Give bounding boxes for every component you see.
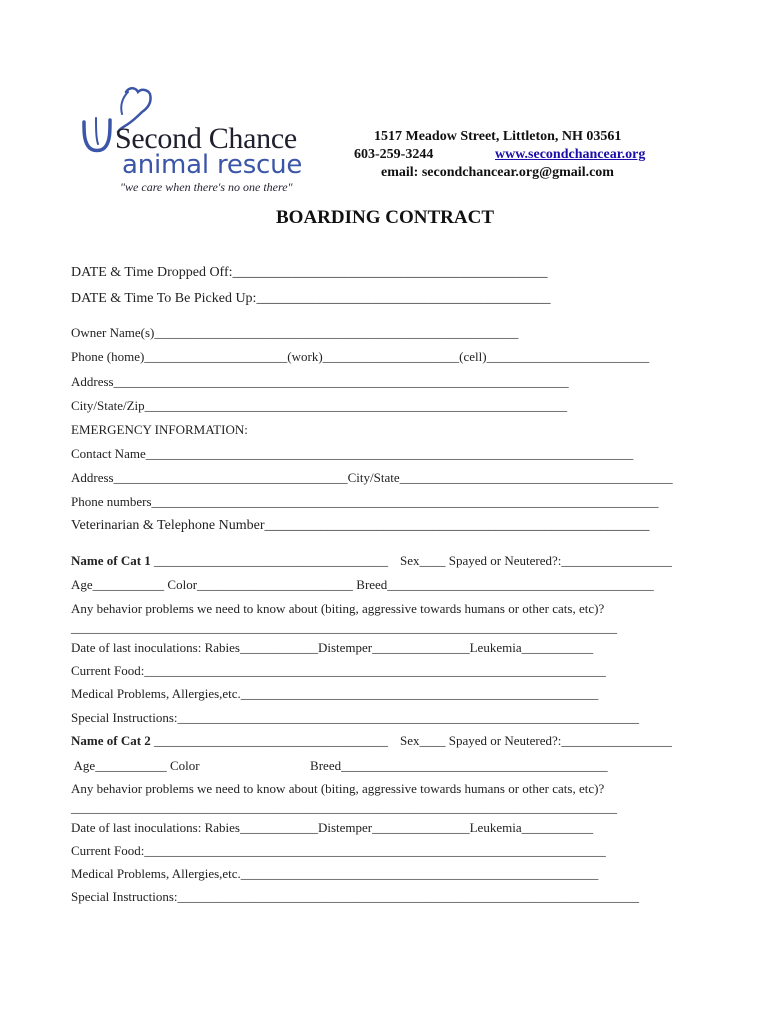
cat2-behavior-field[interactable]: ____________________________________________________________________________________ [71, 800, 617, 815]
address-field[interactable]: Address______________________________________________________________________ [71, 374, 569, 389]
city-state-zip-field[interactable]: City/State/Zip_________________________________________________________________ [71, 398, 568, 413]
dropped-off-field[interactable]: DATE & Time Dropped Off:_____________________________________________ [71, 265, 548, 280]
rescue-logo [78, 84, 318, 196]
cat1-behavior-question: Any behavior problems we need to know about (biting, aggressive towards humans or other cats, etc)? [71, 601, 605, 616]
cat1-name-row [71, 553, 388, 569]
veterinarian-field[interactable]: Veterinarian & Telephone Number_______________________________________________________ [71, 518, 650, 533]
cat1-name-field[interactable]: ____________________________________ [154, 553, 389, 568]
contact-name-field[interactable]: Contact Name___________________________________________________________________________ [71, 446, 634, 461]
cat1-food-field[interactable]: Current Food:_______________________________________________________________________ [71, 663, 606, 678]
website-link[interactable]: www.secondchancear.org [495, 147, 646, 162]
cat1-sex-field[interactable]: Sex____ Spayed or Neutered?:_________________ [400, 553, 672, 568]
phone-numbers-field[interactable]: Phone numbers______________________________________________________________________________ [71, 494, 659, 509]
emergency-address-field[interactable]: Address____________________________________City/State__________________________________________ [71, 470, 673, 485]
owner-name-field[interactable]: Owner Name(s)________________________________________________________ [71, 325, 519, 340]
cat2-name-row [71, 733, 388, 749]
cat2-name-label: Name of Cat 2 [71, 733, 151, 748]
emergency-heading: EMERGENCY INFORMATION: [71, 422, 248, 437]
street-address: 1517 Meadow Street, Littleton, NH 03561 [374, 129, 622, 144]
cat2-sex-field[interactable]: Sex____ Spayed or Neutered?:_________________ [400, 733, 672, 748]
picked-up-field[interactable]: DATE & Time To Be Picked Up:__________________________________________ [71, 291, 551, 306]
cat2-food-field[interactable]: Current Food:_______________________________________________________________________ [71, 843, 606, 858]
cat2-special-field[interactable]: Special Instructions:_______________________________________________________________________ [71, 889, 640, 904]
email-address: email: secondchancear.org@gmail.com [381, 165, 614, 180]
page-title: BOARDING CONTRACT [276, 207, 494, 228]
cat1-special-field[interactable]: Special Instructions:_______________________________________________________________________ [71, 710, 640, 725]
cat1-inoculations-field[interactable]: Date of last inoculations: Rabies____________Distemper_______________Leukemia___________ [71, 640, 594, 655]
cat1-medical-field[interactable]: Medical Problems, Allergies,etc._______________________________________________________ [71, 686, 599, 701]
logo-tagline: "we care when there's no one there" [120, 180, 293, 194]
cat2-medical-field[interactable]: Medical Problems, Allergies,etc._______________________________________________________ [71, 866, 599, 881]
cat2-age-color-breed[interactable]: Age___________ Color Breed_________________________________________ [71, 758, 608, 773]
cat2-name-field[interactable]: ____________________________________ [154, 733, 389, 748]
cat1-name-label: Name of Cat 1 [71, 553, 151, 568]
cat2-behavior-question: Any behavior problems we need to know about (biting, aggressive towards humans or other cats, etc)? [71, 781, 605, 796]
phone-number: 603-259-3244 [354, 147, 434, 162]
logo-name: Second Chance [115, 122, 297, 155]
phone-field[interactable]: Phone (home)______________________(work)_____________________(cell)_________________________ [71, 349, 650, 364]
cat1-age-color-breed[interactable]: Age___________ Color________________________ Breed_________________________________________ [71, 577, 654, 592]
cat1-behavior-field[interactable]: ____________________________________________________________________________________ [71, 620, 617, 635]
logo-subtitle: animal rescue [122, 150, 303, 180]
cat2-inoculations-field[interactable]: Date of last inoculations: Rabies____________Distemper_______________Leukemia___________ [71, 820, 594, 835]
